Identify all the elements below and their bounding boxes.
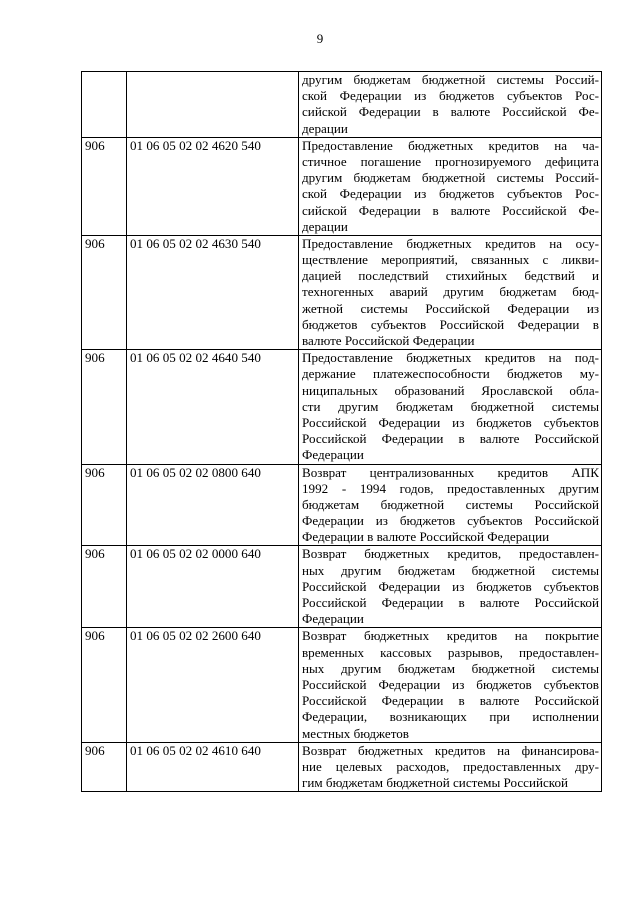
text-line: бюджетам бюджетной системы Российской xyxy=(302,496,599,512)
text-line: местных бюджетов xyxy=(302,725,409,741)
table-body xyxy=(82,72,602,792)
table-row xyxy=(82,742,602,792)
text-line: дерации xyxy=(302,120,348,136)
budget-classification-code-cell xyxy=(127,72,299,138)
budget-classification-code-cell: 01 06 05 02 02 4630 540 xyxy=(127,235,299,349)
budget-classification-code-cell: 01 06 05 02 02 4610 640 xyxy=(127,742,299,792)
table-row xyxy=(82,464,602,546)
text-line: сийской Федерации в валюте Российской Фе- xyxy=(302,202,599,218)
source-name-cell xyxy=(299,464,602,546)
text-line: бюджетов субъектов Российской Федерации в xyxy=(302,316,599,332)
text-line: ской Федерации из бюджетов субъектов Рос- xyxy=(302,88,599,104)
budget-classification-code-cell: 01 06 05 02 02 0000 640 xyxy=(127,546,299,628)
table-row xyxy=(82,546,602,628)
admin-code-cell: 906 xyxy=(82,742,127,792)
text-line: валюте Российской Федерации xyxy=(302,333,475,348)
text-line: ниципальных образований Ярославской обла- xyxy=(302,382,599,398)
text-line: Российской Федерации из бюджетов субъектов xyxy=(302,414,599,430)
budget-sources-table xyxy=(81,71,602,792)
text-line: Предоставление бюджетных кредитов на осу- xyxy=(302,235,599,251)
page-number: 9 xyxy=(316,31,324,46)
text-line: дацией последствий стихийных бедствий и xyxy=(302,268,599,284)
text-line: Федерации xyxy=(302,447,364,463)
text-line: ных другим бюджетам бюджетной системы xyxy=(302,660,599,676)
admin-code-cell: 906 xyxy=(82,235,127,349)
text-line: Федерации xyxy=(302,611,364,627)
source-name-cell xyxy=(299,628,602,742)
source-name-cell xyxy=(299,350,602,464)
table-row xyxy=(82,72,602,138)
admin-code-cell: 906 xyxy=(82,464,127,546)
text-line: Российской Федерации в валюте Российской xyxy=(302,693,599,709)
text-line: техногенных аварий другим бюджетам бюд- xyxy=(302,284,599,300)
text-line: сийской Федерации в валюте Российской Фе- xyxy=(302,104,599,120)
budget-classification-code-cell: 01 06 05 02 02 4620 540 xyxy=(127,137,299,235)
table-row xyxy=(82,137,602,235)
text-line: ской Федерации из бюджетов субъектов Рос- xyxy=(302,186,599,202)
text-line: Российской Федерации в валюте Российской xyxy=(302,431,599,447)
text-line: временных кассовых разрывов, предоставлен- xyxy=(302,644,599,660)
text-line: Российской Федерации в валюте Российской xyxy=(302,595,599,610)
admin-code-cell xyxy=(82,72,127,138)
source-name-cell xyxy=(299,742,602,792)
text-line: Предоставление бюджетных кредитов на ча- xyxy=(302,137,599,153)
text-line: другим бюджетам бюджетной системы Россий- xyxy=(302,170,599,186)
source-name-cell xyxy=(299,546,602,628)
text-line: ние целевых расходов, предоставленных дру- xyxy=(302,758,599,774)
text-line: Российской Федерации из бюджетов субъектов xyxy=(302,578,599,594)
text-line: дерации xyxy=(302,218,348,234)
text-line: ществление мероприятий, связанных с ликви- xyxy=(302,252,599,268)
text-line: 1992 - 1994 годов, предоставленных другим xyxy=(302,480,599,496)
source-name-cell xyxy=(299,72,602,138)
text-line: Возврат бюджетных кредитов на финансирова- xyxy=(302,742,599,758)
text-line: гим бюджетам бюджетной системы Российской xyxy=(302,775,569,791)
admin-code-cell: 906 xyxy=(82,350,127,464)
admin-code-cell: 906 xyxy=(82,546,127,628)
budget-classification-code-cell: 01 06 05 02 02 2600 640 xyxy=(127,628,299,742)
text-line: ных другим бюджетам бюджетной системы xyxy=(302,562,599,578)
budget-classification-code-cell: 01 06 05 02 02 4640 540 xyxy=(127,350,299,464)
admin-code-cell: 906 xyxy=(82,628,127,742)
text-line: жетной системы Российской Федерации из xyxy=(302,300,599,316)
admin-code-cell: 906 xyxy=(82,137,127,235)
text-line: другим бюджетам бюджетной системы Россий- xyxy=(302,72,599,87)
text-line: Возврат централизованных кредитов АПК xyxy=(302,464,599,480)
budget-classification-code-cell: 01 06 05 02 02 0800 640 xyxy=(127,464,299,546)
table-row xyxy=(82,350,602,464)
source-name-cell xyxy=(299,137,602,235)
table-row xyxy=(82,628,602,742)
text-line: Федерации в валюте Российской Федерации xyxy=(302,529,550,545)
text-line: Российской Федерации из бюджетов субъектов xyxy=(302,676,599,692)
table-row xyxy=(82,235,602,349)
text-line: Предоставление бюджетных кредитов на под- xyxy=(302,350,599,366)
text-line: сти другим бюджетам бюджетной системы xyxy=(302,398,599,414)
source-name-cell xyxy=(299,235,602,349)
text-line: стичное погашение прогнозируемого дефицита xyxy=(302,153,599,169)
text-line: Федерации из бюджетов субъектов Российской xyxy=(302,513,599,529)
text-line: Федерации, возникающих при исполнении xyxy=(302,709,599,725)
text-line: Возврат бюджетных кредитов на покрытие xyxy=(302,628,599,644)
text-line: держание платежеспособности бюджетов му- xyxy=(302,366,599,382)
text-line: Возврат бюджетных кредитов, предоставлен- xyxy=(302,546,599,562)
